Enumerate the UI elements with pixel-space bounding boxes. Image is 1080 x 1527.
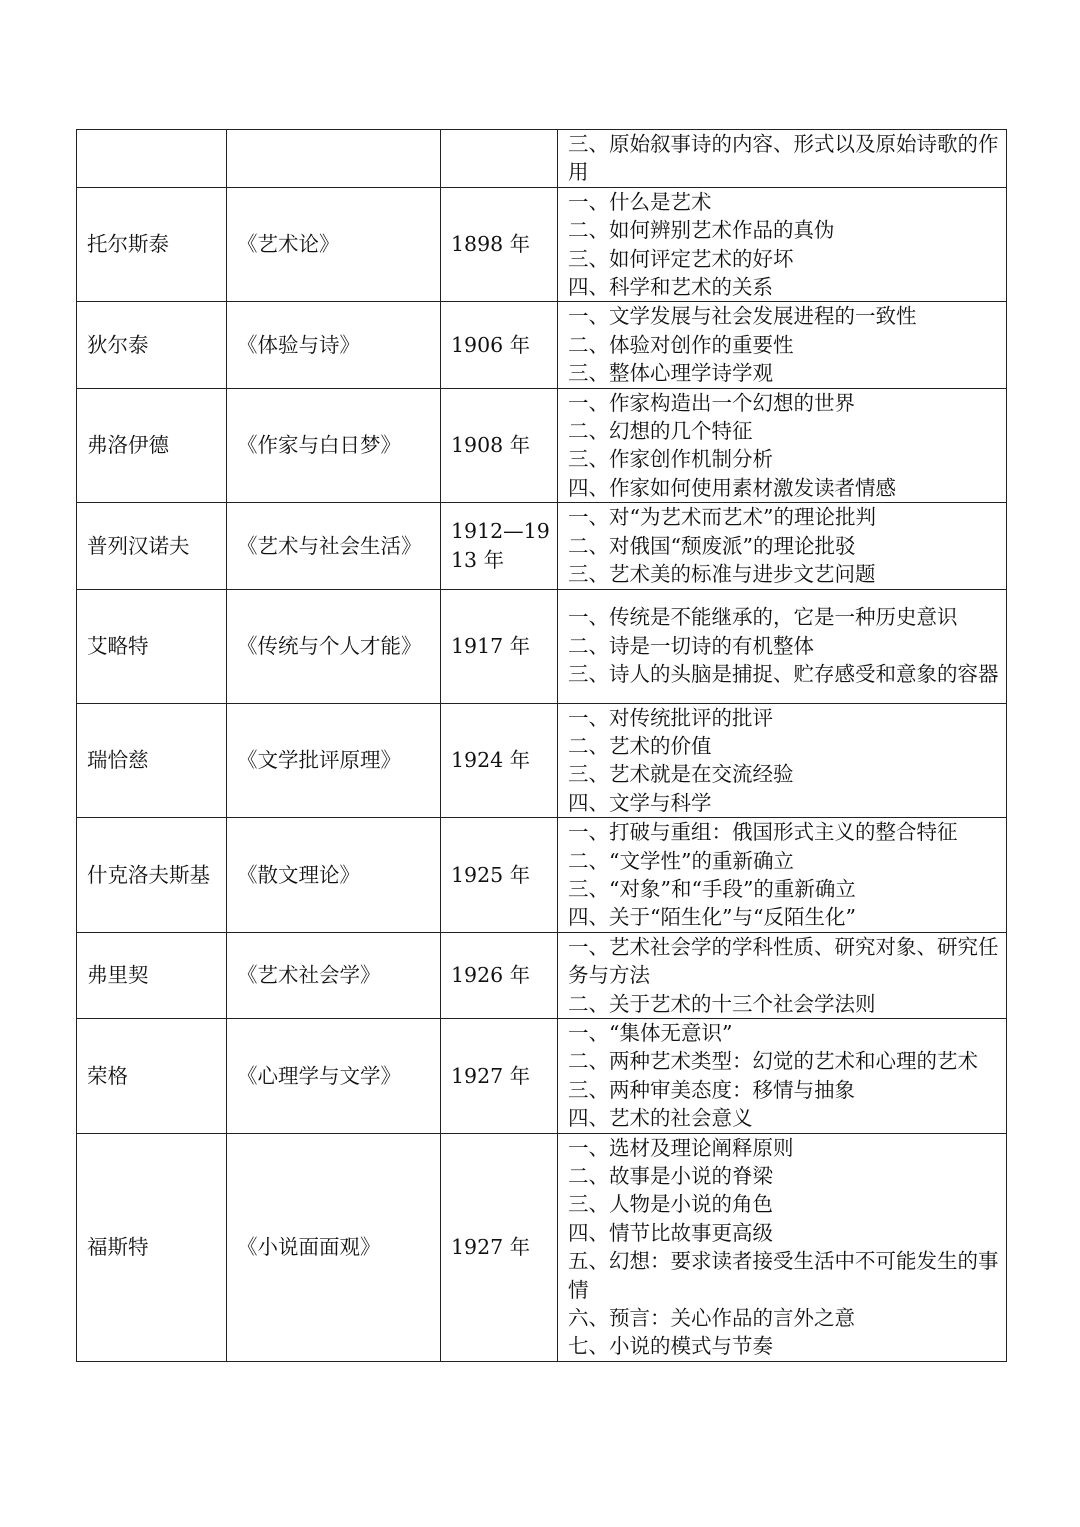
year-cell: 1927 年 [441, 1133, 558, 1361]
table-row [77, 130, 1007, 188]
author-cell: 什克洛夫斯基 [77, 818, 227, 933]
content-line: 二、幻想的几个特征 [568, 419, 753, 444]
content-line: 一、选材及理论阐释原则 [568, 1135, 794, 1160]
content-line: 一、什么是艺术 [568, 189, 712, 214]
content-line: 三、艺术美的标准与进步文艺问题 [568, 562, 876, 587]
year-cell: 1926 年 [441, 932, 558, 1018]
table-row [77, 1018, 1007, 1133]
work-title-cell: 《艺术社会学》 [227, 932, 441, 1018]
content-line: 三、整体心理学诗学观 [568, 361, 773, 386]
content-line: 二、故事是小说的脊梁 [568, 1164, 773, 1188]
content-line: 六、预言：关心作品的言外之意 [568, 1306, 855, 1331]
content-line: 一、打破与重组：俄国形式主义的整合特征 [568, 820, 958, 845]
content-cell [558, 302, 1007, 388]
content-line: 三、人物是小说的角色 [568, 1192, 773, 1217]
work-title-cell: 《散文理论》 [227, 818, 441, 933]
author-cell: 托尔斯泰 [77, 187, 227, 302]
content-line: 四、文学与科学 [568, 790, 712, 815]
content-line: 三、诗人的头脑是捕捉、贮存感受和意象的容器 [568, 662, 999, 687]
author-cell: 荣格 [77, 1018, 227, 1133]
content-cell [558, 703, 1007, 818]
content-line: 三、“对象”和“手段”的重新确立 [568, 876, 856, 901]
table-row [77, 932, 1007, 1018]
content-cell [558, 130, 1007, 188]
author-cell: 弗洛伊德 [77, 388, 227, 503]
content-line: 一、艺术社会学的学科性质、研究对象、研究任务与方法 [568, 934, 999, 988]
content-line: 五、幻想：要求读者接受生活中不可能发生的事情 [568, 1249, 999, 1302]
content-cell [558, 818, 1007, 933]
content-line: 二、两种艺术类型：幻觉的艺术和心理的艺术 [568, 1049, 978, 1074]
content-line: 四、艺术的社会意义 [568, 1106, 753, 1131]
work-title-cell: 《体验与诗》 [227, 302, 441, 388]
content-line: 二、“文学性”的重新确立 [568, 848, 794, 873]
table-row [77, 1133, 1007, 1361]
content-line: 一、作家构造出一个幻想的世界 [568, 390, 855, 415]
table-row [77, 503, 1007, 589]
content-cell [558, 589, 1007, 703]
content-line: 一、“集体无意识” [568, 1020, 733, 1045]
year-cell: 1906 年 [441, 302, 558, 388]
content-line: 三、两种审美态度：移情与抽象 [568, 1077, 855, 1102]
content-line: 三、原始叙事诗的内容、形式以及原始诗歌的作用 [568, 132, 999, 185]
table-row [77, 703, 1007, 818]
content-line: 二、关于艺术的十三个社会学法则 [568, 991, 876, 1016]
table-row [77, 388, 1007, 503]
content-cell [558, 187, 1007, 302]
content-line: 三、如何评定艺术的好坏 [568, 246, 794, 271]
year-cell: 1927 年 [441, 1018, 558, 1133]
author-cell: 狄尔泰 [77, 302, 227, 388]
content-line: 二、对俄国“颓废派”的理论批驳 [568, 533, 856, 558]
content-cell [558, 388, 1007, 503]
year-cell: 1898 年 [441, 187, 558, 302]
content-line: 一、对传统批评的批评 [568, 705, 773, 730]
year-cell: 1917 年 [441, 589, 558, 703]
content-cell [558, 932, 1007, 1018]
content-cell [558, 1133, 1007, 1361]
content-line: 二、体验对创作的重要性 [568, 332, 794, 357]
content-cell [558, 1018, 1007, 1133]
content-line: 二、如何辨别艺术作品的真伪 [568, 218, 835, 243]
content-line: 四、情节比故事更高级 [568, 1220, 773, 1245]
table-row [77, 302, 1007, 388]
author-cell: 普列汉诺夫 [77, 503, 227, 589]
content-line: 四、作家如何使用素材激发读者情感 [568, 475, 896, 500]
content-line: 三、作家创作机制分析 [568, 447, 773, 472]
year-cell: 1912—1913 年 [441, 503, 558, 589]
work-title-cell [227, 130, 441, 188]
author-cell: 弗里契 [77, 932, 227, 1018]
work-title-cell: 《心理学与文学》 [227, 1018, 441, 1133]
table-row [77, 818, 1007, 933]
table-row [77, 589, 1007, 703]
year-cell: 1925 年 [441, 818, 558, 933]
author-cell: 艾略特 [77, 589, 227, 703]
work-title-cell: 《艺术论》 [227, 187, 441, 302]
year-cell: 1924 年 [441, 703, 558, 818]
content-line: 四、关于“陌生化”与“反陌生化” [568, 905, 856, 930]
author-cell: 瑞恰慈 [77, 703, 227, 818]
content-line: 七、小说的模式与节奏 [568, 1334, 773, 1359]
content-line: 三、艺术就是在交流经验 [568, 762, 794, 787]
year-cell: 1908 年 [441, 388, 558, 503]
table-row [77, 187, 1007, 302]
author-cell: 福斯特 [77, 1133, 227, 1361]
content-line: 二、艺术的价值 [568, 733, 712, 758]
table-body [77, 130, 1007, 1362]
work-title-cell: 《作家与白日梦》 [227, 388, 441, 503]
author-cell [77, 130, 227, 188]
year-cell [441, 130, 558, 188]
work-title-cell: 《文学批评原理》 [227, 703, 441, 818]
work-title-cell: 《传统与个人才能》 [227, 589, 441, 703]
content-line: 一、对“为艺术而艺术”的理论批判 [568, 505, 876, 530]
content-line: 一、传统是不能继承的，它是一种历史意识 [568, 605, 958, 630]
work-title-cell: 《小说面面观》 [227, 1133, 441, 1361]
content-line: 四、科学和艺术的关系 [568, 275, 773, 300]
content-line: 一、文学发展与社会发展进程的一致性 [568, 304, 917, 329]
literary-theory-table [76, 129, 1007, 1362]
content-line: 二、诗是一切诗的有机整体 [568, 633, 814, 658]
content-cell [558, 503, 1007, 589]
work-title-cell: 《艺术与社会生活》 [227, 503, 441, 589]
